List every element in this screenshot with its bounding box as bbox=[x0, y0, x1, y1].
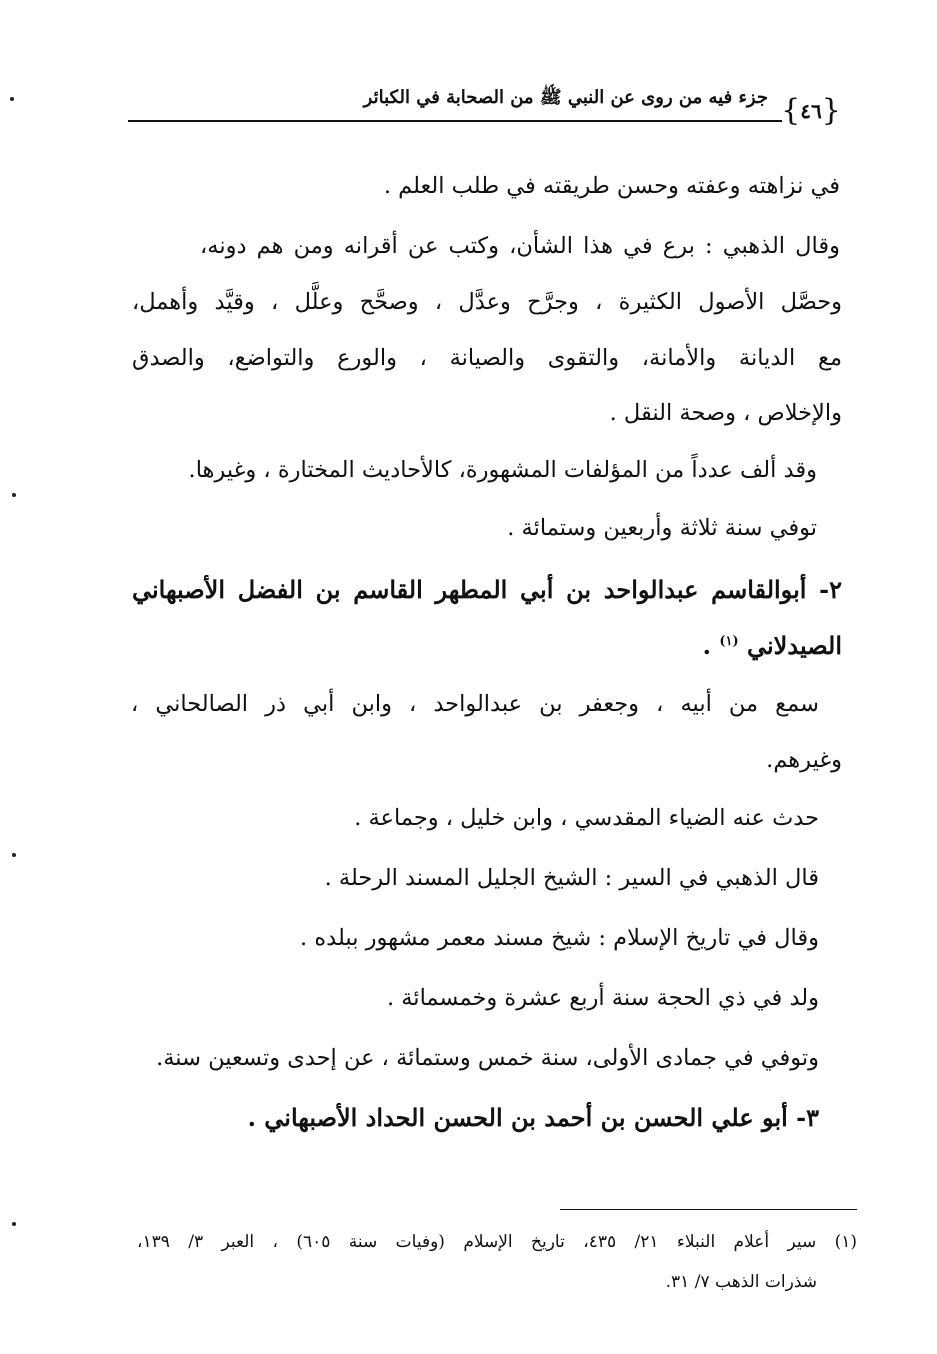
footnote-ref: (١) bbox=[719, 634, 739, 649]
body-line: مع الديانة والأمانة، والتقوى والصيانة ، والورع والتواضع، والصدق bbox=[132, 345, 842, 371]
scan-speck-icon bbox=[12, 493, 16, 497]
bracket-left-icon: { bbox=[781, 93, 801, 128]
entry-heading-end: . bbox=[702, 631, 711, 660]
footnote-line: (١) سير أعلام النبلاء ٢١/ ٤٣٥، تاريخ الإسلام (وفيات سنة ٦٠٥) ، العبر ٣/ ١٣٩، bbox=[137, 1232, 857, 1252]
entry-heading-cont bbox=[703, 624, 842, 664]
page-number-box bbox=[782, 94, 840, 128]
footnote-separator bbox=[560, 1209, 857, 1210]
body-line: وقال في تاريخ الإسلام : شيخ مسند معمر مشهور ببلده . bbox=[300, 925, 819, 951]
body-line: قال الذهبي في السير : الشيخ الجليل المسند الرحلة . bbox=[324, 865, 819, 891]
running-title: جزء فيه من روى عن النبي ﷺ من الصحابة في الكبائر bbox=[363, 87, 768, 108]
header-rule bbox=[128, 120, 840, 122]
body-line: وقد ألف عدداً من المؤلفات المشهورة، كالأحاديث المختارة ، وغيرها. bbox=[188, 457, 817, 483]
body-line: والإخلاص ، وصحة النقل . bbox=[609, 400, 842, 426]
body-line: وحصَّل الأصول الكثيرة ، وجرَّح وعدَّل ، وصحَّح وعلَّل ، وقيَّد وأهمل، bbox=[132, 289, 842, 315]
body-line: سمع من أبيه ، وجعفر بن عبدالواحد ، وابن أبي ذر الصالحاني ، bbox=[131, 691, 819, 717]
page-header bbox=[128, 84, 840, 126]
page-number: ٤٦ bbox=[800, 99, 822, 123]
entry-heading: ٣- أبو علي الحسن بن أحمد بن الحسن الحداد الأصبهاني . bbox=[247, 1103, 819, 1132]
entry-heading: ٢- أبوالقاسم عبدالواحد بن أبي المطهر القاسم بن الفضل الأصبهاني bbox=[132, 575, 842, 604]
body-line: توفي سنة ثلاثة وأربعين وستمائة . bbox=[507, 515, 817, 541]
scan-speck-icon bbox=[12, 1222, 16, 1226]
body-line: وغيرهم. bbox=[766, 747, 842, 773]
bracket-right-icon: } bbox=[821, 93, 841, 128]
scan-speck-icon bbox=[12, 853, 16, 857]
scan-speck-icon bbox=[10, 97, 14, 101]
entry-heading-text: الصيدلاني bbox=[746, 631, 842, 660]
body-line: ولد في ذي الحجة سنة أربع عشرة وخمسمائة . bbox=[386, 985, 819, 1011]
body-line: حدث عنه الضياء المقدسي ، وابن خليل ، وجماعة . bbox=[354, 805, 819, 831]
footnote-line: شذرات الذهب ٧/ ٣١. bbox=[665, 1272, 817, 1292]
body-line: وقال الذهبي : برع في هذا الشأن، وكتب عن أقرانه ومن هم دونه، bbox=[200, 233, 840, 259]
body-line: وتوفي في جمادى الأولى، سنة خمس وستمائة ، عن إحدى وتسعين سنة. bbox=[156, 1045, 819, 1071]
body-line: في نزاهته وعفته وحسن طريقته في طلب العلم . bbox=[383, 173, 840, 199]
